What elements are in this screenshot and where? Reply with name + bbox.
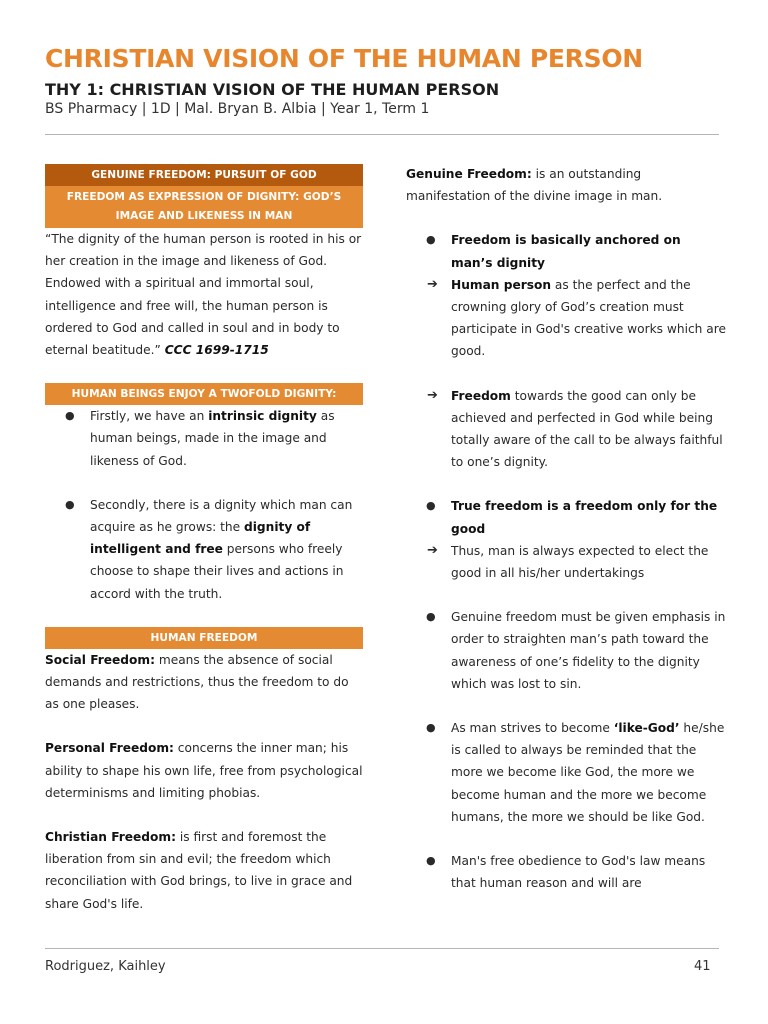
page-title: CHRISTIAN VISION OF THE HUMAN PERSON <box>45 44 643 73</box>
arrow-icon: ➔ <box>427 542 438 558</box>
footer-author: Rodriguez, Kaihley <box>45 959 166 974</box>
arrow-icon: ➔ <box>427 387 438 403</box>
section-band-twofold-dignity: HUMAN BEINGS ENJOY A TWOFOLD DIGNITY: <box>45 383 363 405</box>
page-number: 41 <box>694 959 711 974</box>
list-item: ● Genuine freedom must be given emphasis in order to straighten man’s path toward the awareness of one’s fidelity to the dignity which was lost to sin. <box>406 606 726 695</box>
genuine-freedom-intro: Genuine Freedom: is an outstanding manifestation of the divine image in man. <box>406 167 663 204</box>
footer-divider <box>45 948 719 949</box>
section-band-human-freedom: HUMAN FREEDOM <box>45 627 363 649</box>
list-item: ● As man strives to become ‘like-God’ he/she is called to always be reminded that the more we become like God, the more we become human and the more we become humans, the more we should be like God. <box>406 717 726 828</box>
list-item: ● Man's free obedience to God's law means that human reason and will are <box>406 850 726 894</box>
bullet-icon: ● <box>426 854 436 868</box>
definition-personal-freedom: Personal Freedom: concerns the inner man; his ability to shape his own life, free from psychological determinisms and limiting phobias. <box>45 741 363 800</box>
list-item: ➔ Human person as the perfect and the crowning glory of God’s creation must participate in God's creative works which are good. <box>406 274 726 363</box>
bullet-icon: ● <box>426 233 436 247</box>
bullet-icon: ● <box>426 610 436 624</box>
header-divider <box>45 134 719 135</box>
course-subtitle: THY 1: CHRISTIAN VISION OF THE HUMAN PERSON <box>45 80 500 99</box>
bullet-icon: ● <box>426 499 436 513</box>
quote-reference: CCC 1699-1715 <box>164 343 269 358</box>
section-band-dignity: FREEDOM AS EXPRESSION OF DIGNITY: GOD’S IMAGE AND LIKENESS IN MAN <box>45 186 363 228</box>
right-column <box>406 163 726 894</box>
section-band-genuine-freedom: GENUINE FREEDOM: PURSUIT OF GOD <box>45 164 363 186</box>
definition-christian-freedom: Christian Freedom: is first and foremost the liberation from sin and evil; the freedom which reconciliation with God brings, to live in grace and share God's life. <box>45 830 353 911</box>
left-column <box>45 164 363 915</box>
bullet-icon: ● <box>65 409 75 423</box>
list-item: ● Secondly, there is a dignity which man can acquire as he grows: the dignity of intelligent and free persons who freely choose to shape their lives and actions in accord with the truth. <box>45 494 363 605</box>
quote-text: “The dignity of the human person is rooted in his or her creation in the image and likeness of God. Endowed with a spiritual and immortal soul, intelligence and free will, the human person is ordered to God and called in soul and in body to eternal beatitude.” <box>45 232 362 358</box>
list-item: ➔ Thus, man is always expected to elect the good in all his/her undertakings <box>406 540 726 584</box>
list-item: ● Firstly, we have an intrinsic dignity as human beings, made in the image and likeness of God. <box>45 405 363 472</box>
bullet-icon: ● <box>426 721 436 735</box>
course-meta: BS Pharmacy | 1D | Mal. Bryan B. Albia | Year 1, Term 1 <box>45 101 430 117</box>
arrow-icon: ➔ <box>427 276 438 292</box>
list-item: ● Freedom is basically anchored on man’s dignity <box>406 229 726 273</box>
definition-social-freedom: Social Freedom: means the absence of social demands and restrictions, thus the freedom to do as one pleases. <box>45 652 349 712</box>
ccc-quote <box>45 228 363 361</box>
list-item: ➔ Freedom towards the good can only be achieved and perfected in God while being totally aware of the call to be always faithful to one’s dignity. <box>406 385 726 474</box>
bullet-icon: ● <box>65 497 75 511</box>
list-item: ● True freedom is a freedom only for the good <box>406 495 726 539</box>
